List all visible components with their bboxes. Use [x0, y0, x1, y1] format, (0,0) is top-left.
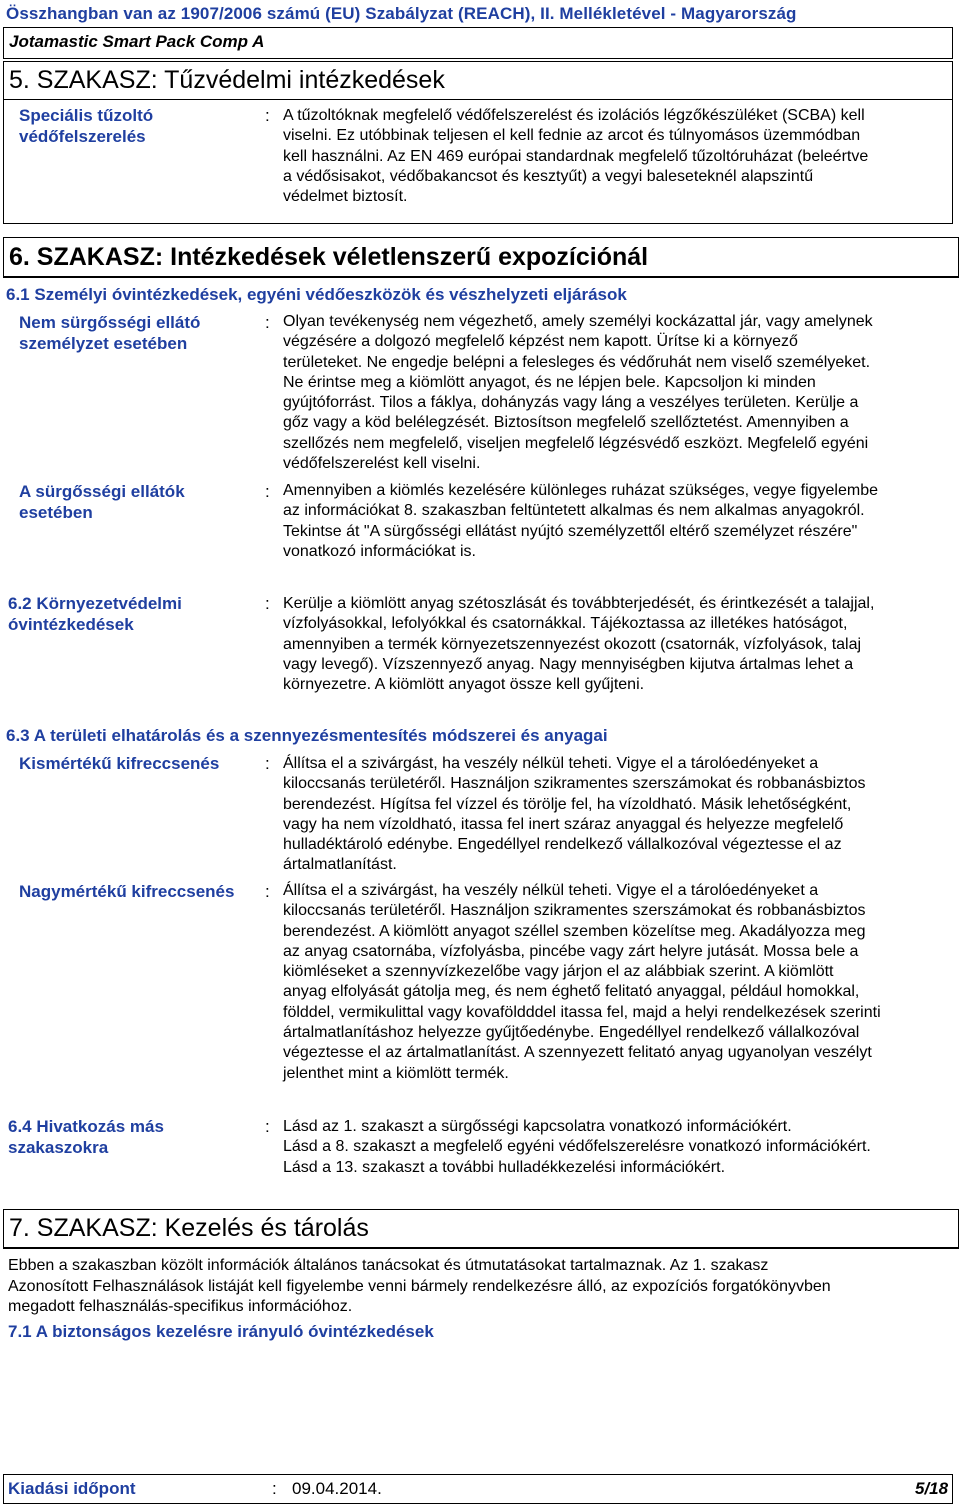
colon: : [265, 482, 270, 501]
text-line: jelenthet mint a kiömlött termék. [283, 1064, 509, 1082]
label-text: Nem sürgősségi ellátó személyzet esetében [19, 313, 201, 353]
field-value [283, 106, 868, 207]
text-line: földdel, vermikulittal vagy kovaföldddel itassa fel, majd a helyi rendelkezések szerinti [283, 1003, 881, 1021]
text-line: Olyan tevékenység nem végezhető, amely személyi kockázattal jár, vagy amelynek [283, 313, 873, 330]
text-line: kiloccsanás területéről. Használjon szikramentes szerszámokat és robbanásbiztos [283, 902, 866, 920]
section7-intro [8, 1256, 831, 1318]
text-line: gyújtóforrást. Tilos a fáklya, dohányzás vagy láng a veszélyes területen. Kerülje a [283, 394, 859, 412]
text-line: Lásd a 8. szakaszt a megfelelő egyéni védőfelszerelésre vonatkozó információkért. [283, 1138, 871, 1156]
text-line: kiloccsanás területéről. Használjon szikramentes szerszámokat és robbanásbiztos [283, 775, 866, 793]
text-line: ártalmatlanítást. [283, 856, 397, 874]
field-label [19, 105, 219, 147]
field-value [283, 481, 878, 562]
regulation-header: Összhangban van az 1907/2006 számú (EU) Szabályzat (REACH), II. Mellékletével - Magyarország [6, 4, 797, 23]
colon: : [265, 594, 270, 613]
field-label [19, 881, 264, 902]
colon: : [265, 754, 270, 773]
text-line: végeztesse el az ártalmatlanítást. A szennyezett felitató anyag ugyanolyan veszélyt [283, 1044, 872, 1062]
subsection-6-1-title: 6.1 Személyi óvintézkedések, egyéni védőeszközök és vészhelyzeti eljárások [6, 285, 627, 304]
text-line: Állítsa el a szivárgást, ha veszély nélkül teheti. Vigye el a tárolóedényeket a [283, 755, 819, 772]
text-line: vízfolyásokkal, lefolyókkal és csatornákkal. Tájékoztassa az illetékes hatóságot, [283, 615, 848, 633]
text-line: végzésére a dolgozó megfelelő képzést nem kapott. Ürítse ki a környező [283, 333, 798, 351]
section6-title [9, 243, 648, 272]
text-line: viselni. Ez utóbbinak teljesen el kell fednie az arcot és túlnyomásos üzemmódban [283, 127, 861, 145]
field-value [283, 312, 873, 474]
field-label [8, 593, 218, 635]
text-line: megadott felhasználás-specifikus információhoz. [8, 1298, 353, 1315]
text-line: anyag elfolyását gátolja meg, és nem éghető felitató anyaggal, például homokkal, [283, 983, 860, 1001]
colon: : [265, 313, 270, 332]
text-line: Kerülje a kiömlött anyag szétoszlását és továbbterjedését, és érintkezését a talajjal, [283, 595, 875, 612]
text-line: vonatkozó információkat is. [283, 542, 476, 560]
text-line: Állítsa el a szivárgást, ha veszély nélkül teheti. Vigye el a tárolóedényeket a [283, 882, 819, 899]
text-line: védőfelszerelést kell viselni. [283, 455, 481, 473]
field-label [19, 753, 259, 774]
text-line: Ne érintse meg a kiömlött anyagot, és ne lépjen bele. Kapcsoljon ki minden [283, 373, 816, 391]
subsection-7-1-title: 7.1 A biztonságos kezelésre irányuló óvintézkedések [8, 1322, 434, 1341]
text-line: A tűzoltóknak megfelelő védőfelszerelést és izolációs légzőkészüléket (SCBA) kell [283, 107, 865, 124]
field-value [283, 1117, 871, 1178]
section5-title: 5. SZAKASZ: Tűzvédelmi intézkedések [9, 66, 445, 94]
section6-title-text: 6. SZAKASZ: Intézkedések véletlenszerű expozíciónál [9, 243, 649, 271]
divider [3, 277, 959, 278]
text-line: vagy levegő). Vízszennyező anyag. Nagy mennyiségben kijutva ártalmas lehet a [283, 655, 854, 673]
text-line: védelmet biztosít. [283, 188, 408, 206]
text-line: szellőzés nem megfelelő, viseljen megfelelő légzésvédő eszközt. Megfelelő egyéni [283, 434, 869, 452]
text-line: berendezést. Hígítsa fel vízzel és törölje fel, ha vízoldható. Másik lehetőségként, [283, 795, 852, 813]
field-value [283, 594, 874, 695]
text-line: berendezést. A kiömlött anyagot széllel szemben közelítse meg. Akadályozza meg [283, 922, 866, 940]
field-label [8, 1116, 208, 1158]
footer-colon: : [272, 1479, 277, 1498]
issue-date: 09.04.2014. [292, 1479, 382, 1498]
colon: : [265, 106, 270, 125]
product-name: Jotamastic Smart Pack Comp A [9, 32, 265, 51]
field-label [19, 481, 219, 523]
text-line: Amennyiben a kiömlés kezelésére különleges ruházat szükséges, vegye figyelembe [283, 482, 878, 499]
text-line: amennyiben a termék környezetszennyezést okozott (csatornák, vízfolyások, talaj [283, 635, 862, 653]
label-text: Kismértékű kifreccsenés [19, 754, 220, 773]
text-line: gőz vagy a köd belélegzését. Biztosítson megfelelő szellőztetést. Amennyiben a [283, 414, 849, 432]
text-line: kell használni. Az EN 469 európai standardnak megfelelő tűzoltóruházat (beleértve [283, 147, 869, 165]
text-line: az anyag csatornába, vízfolyásba, pincébe vagy zárt helyre jutását. Mossa bele a [283, 942, 859, 960]
field-label [19, 312, 249, 354]
footer-label: Kiadási időpont [8, 1479, 136, 1498]
text-line: vagy ha nem vízoldható, itassa fel inert száraz anyaggal és helyezze megfelelő [283, 815, 844, 833]
colon: : [265, 882, 270, 901]
field-value [283, 754, 865, 876]
text-line: Azonosított Felhasználások listáját kell figyelembe venni bármely rendelkezésre álló, az expozíciós forgatókönyvben [8, 1277, 831, 1295]
divider [3, 1248, 959, 1249]
text-line: ártalmatlanításhoz helyezze gyűjtőedénybe. Engedéllyel rendelkező vállalkozóval [283, 1024, 860, 1042]
text-line: környezetre. A kiömlött anyagot össze kell gyűjteni. [283, 676, 645, 694]
text-line: területeket. Ne engedje belépni a felesleges és védőruhát nem viselő személyeket. [283, 353, 871, 371]
colon: : [265, 1117, 270, 1136]
page-number: 5/18 [915, 1479, 949, 1498]
text-line: a védősisakot, védőbakancsot és kesztyűt) a vegyi baleseteknél alapszintű [283, 167, 814, 185]
section7-title: 7. SZAKASZ: Kezelés és tárolás [9, 1214, 369, 1242]
text-line: kiömléseket a szennyvízkezelőbe vagy járjon el az alábbiak szerint. A kiömlött [283, 963, 834, 981]
field-value [283, 881, 881, 1084]
text-line: Lásd az 1. szakaszt a sürgősségi kapcsolatra vonatkozó információkért. [283, 1118, 792, 1135]
text-line: Tekintse át "A sürgősségi ellátást nyújtó személyzettől eltérő személyzet részére" [283, 522, 858, 540]
label-text: 6.2 Környezetvédelmi óvintézkedések [8, 594, 182, 634]
label-text: Speciális tűzoltó védőfelszerelés [19, 106, 154, 146]
label-text: A sürgősségi ellátók esetében [19, 482, 185, 522]
text-line: az információkat 8. szakaszban feltüntetett alkalmas és nem alkalmas anyagokról. [283, 502, 865, 520]
text-line: Ebben a szakaszban közölt információk általános tanácsokat és útmutatásokat tartalmaznak. Az 1. szakasz [8, 1257, 769, 1274]
text-line: Lásd a 13. szakaszt a további hulladékkezelési információkért. [283, 1158, 726, 1176]
text-line: hulladéktároló edénybe. Engedéllyel rendelkező vállalkozóval végeztesse el az [283, 836, 842, 854]
label-text: Nagymértékű kifreccsenés [19, 882, 235, 901]
label-text: 6.4 Hivatkozás más szakaszokra [8, 1117, 164, 1157]
subsection-6-3-title: 6.3 A területi elhatárolás és a szennyezésmentesítés módszerei és anyagai [6, 726, 608, 745]
footer-box [3, 1474, 953, 1504]
